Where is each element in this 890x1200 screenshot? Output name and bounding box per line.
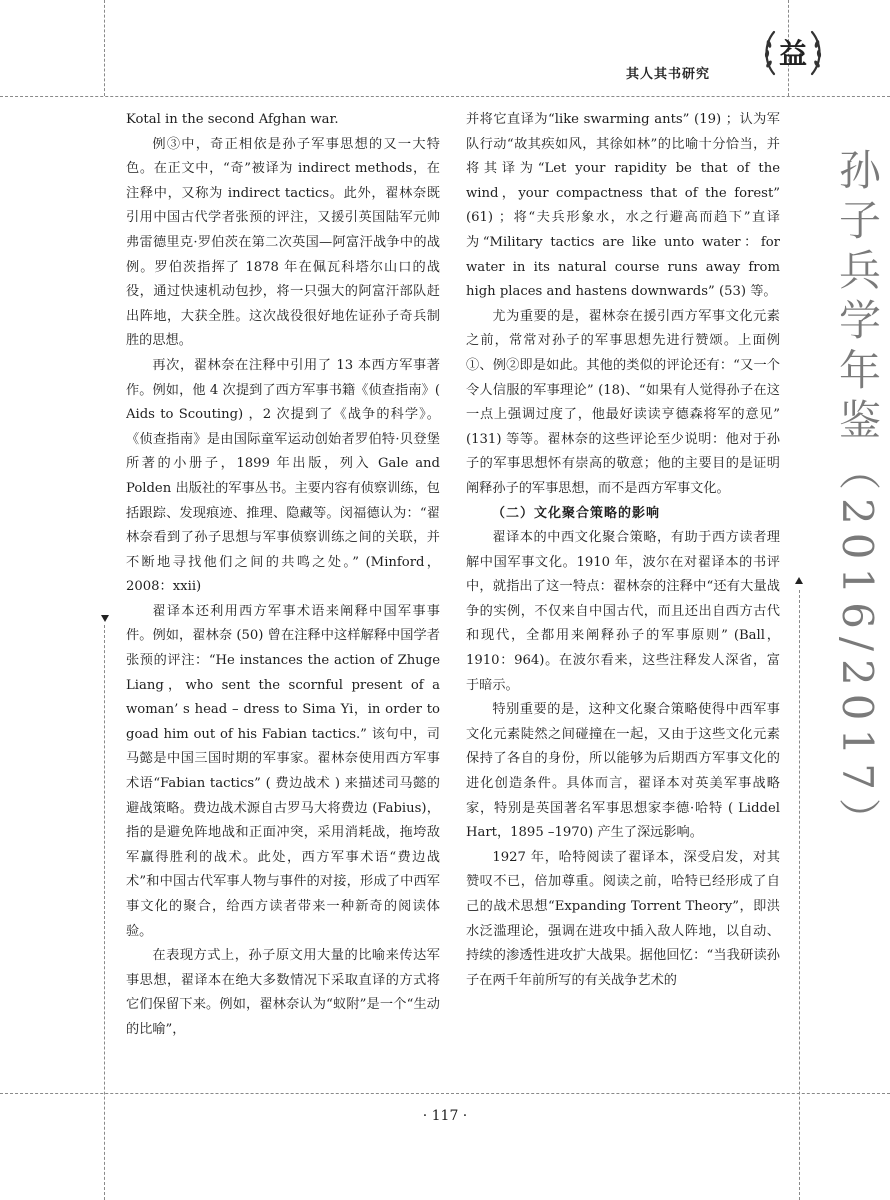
left-column — [126, 108, 440, 1093]
paragraph: 特别重要的是，这种文化聚合策略使得中西军事文化元素陡然之间碰撞在一起，又由于这些文化元素保持了各自的身份，所以能够为后期西方军事文化的进化创造条件。具体而言，翟译本对英美军事战略家，特别是英国著名军事思想家李德·哈特 ( Liddel Hart，1895 –1970) 产生了深远影响。 — [466, 702, 780, 841]
right-crop-line-bottom — [799, 590, 800, 1200]
yearbook-emblem — [760, 20, 826, 86]
paragraph: 1927 年，哈特阅读了翟译本，深受启发，对其赞叹不已，倍加尊重。阅读之前，哈特已经形成了自己的战术思想“Expanding Torrent Theory”，即洪水泛滥理论，强调在进攻中插入敌人阵地，以自动、持续的渗透性进攻扩大战果。据他回忆：“当我研读孙子在两千年前所写的有关战争艺术的 — [466, 849, 780, 988]
section-heading: （二）文化聚合策略的影响 — [492, 505, 661, 521]
top-dashed-rule — [0, 96, 890, 97]
running-header: 其人其书研究 — [626, 67, 711, 82]
bottom-dashed-rule — [0, 1093, 890, 1094]
left-crop-line-top — [104, 0, 105, 96]
paragraph: 再次，翟林奈在注释中引用了 13 本西方军事著作。例如，他 4 次提到了西方军事书籍《侦查指南》( Aids to Scouting) ，2 次提到了《战争的科学》。《侦查指南》是由国际童军运动创始者罗伯特·贝登堡所著的小册子，1899 年出版，列入 Gale and Polden 出版社的军事丛书。主要内容有侦察训练，包括跟踪、发现痕迹、推理、隐藏等。闵福德认为：“翟林奈看到了孙子思想与军事侦察训练之间的关联，并不断地寻找他们之间的共鸣之处。” (Minford，2008：xxii) — [126, 357, 440, 595]
page-number: · 117 · — [422, 1108, 468, 1124]
paragraph: 并将它直译为“like swarming ants” (19) ；认为军队行动“故其疾如风，其徐如林”的比喻十分恰当，并将其译为“Let your rapidity be that of the wind，your compactness that of the forest” (61) ；将“夫兵形象水，水之行避高而趋下”直译为“Military tactics are like unto water：for water in its natural course runs away from high places and hastens downwards” (53) 等。 — [466, 112, 780, 300]
left-crop-line-bottom — [104, 625, 105, 1200]
triangle-down-icon — [101, 615, 109, 622]
paragraph: 在表现方式上，孙子原文用大量的比喻来传达军事思想，翟译本在绝大多数情况下采取直译的方式将它们保留下来。例如，翟林奈认为“蚁附”是一个“生动的比喻”， — [126, 948, 440, 1037]
triangle-up-icon — [795, 577, 803, 584]
side-title: 孙子兵学年鉴（2016/2017） — [833, 148, 882, 848]
paragraph: 例③中，奇正相依是孙子军事思想的又一大特色。在正文中，“奇”被译为 indirect methods，在注释中，又称为 indirect tactics。此外，翟林奈既引用中国古代学者张预的评注，又援引英国陆军元帅弗雷德里克·罗伯茨在第二次英国—阿富汗战争中的战例。罗伯茨指挥了 1878 年在佩瓦科塔尔山口的战役，通过快速机动包抄，将一只强大的阿富汗部队赶出阵地，大获全胜。这次战役很好地佐证孙子奇兵制胜的思想。 — [126, 136, 440, 349]
paragraph: 翟译本的中西文化聚合策略，有助于西方读者理解中国军事文化。1910 年，波尔在对翟译本的书评中，就指出了这一特点：翟林奈的注释中“还有大量战争的实例，不仅来自中国古代，而且还出自西方古代和现代，全都用来阐释孙子的军事原则” (Ball，1910：964)。在波尔看来，这些注释发人深省，富于暗示。 — [466, 530, 780, 693]
paragraph: 翟译本还利用西方军事术语来阐释中国军事事件。例如，翟林奈 (50) 曾在注释中这样解释中国学者张预的评注：“He instances the action of Zhuge Liang，who sent the scornful present of a woman’ s head – dress to Sima Yi，in order to goad him out of his Fabian tactics.” 该句中，司马懿是中国三国时期的军事家。翟林奈使用西方军事术语“Fabian tactics” ( 费边战术 ) 来描述司马懿的避战策略。费边战术源自古罗马大将费边 (Fabius)，指的是避免阵地战和正面冲突，采用消耗战，拖垮敌军赢得胜利的战术。此处，西方军事术语“费边战术”和中国古代军事人物与事件的对接，形成了中西军事文化的聚合，给西方读者带来一种新奇的阅读体验。 — [126, 603, 440, 939]
right-column — [466, 108, 780, 1093]
paragraph: Kotal in the second Afghan war. — [126, 112, 339, 127]
paragraph: 尤为重要的是，翟林奈在援引西方军事文化元素之前，常常对孙子的军事思想先进行赞颂。上面例①、例②即是如此。其他的类似的评论还有：“又一个令人信服的军事理论” (18)、“如果有人觉得孙子在这一点上强调过度了，他最好读读亨德森将军的意见” (131) 等等。翟林奈的这些评论至少说明：他对于孙子的军事思想怀有崇高的敬意；他的主要目的是证明阐释孙子的军事思想，而不是西方军事文化。 — [466, 308, 780, 496]
emblem-glyph: 益 — [778, 37, 808, 70]
